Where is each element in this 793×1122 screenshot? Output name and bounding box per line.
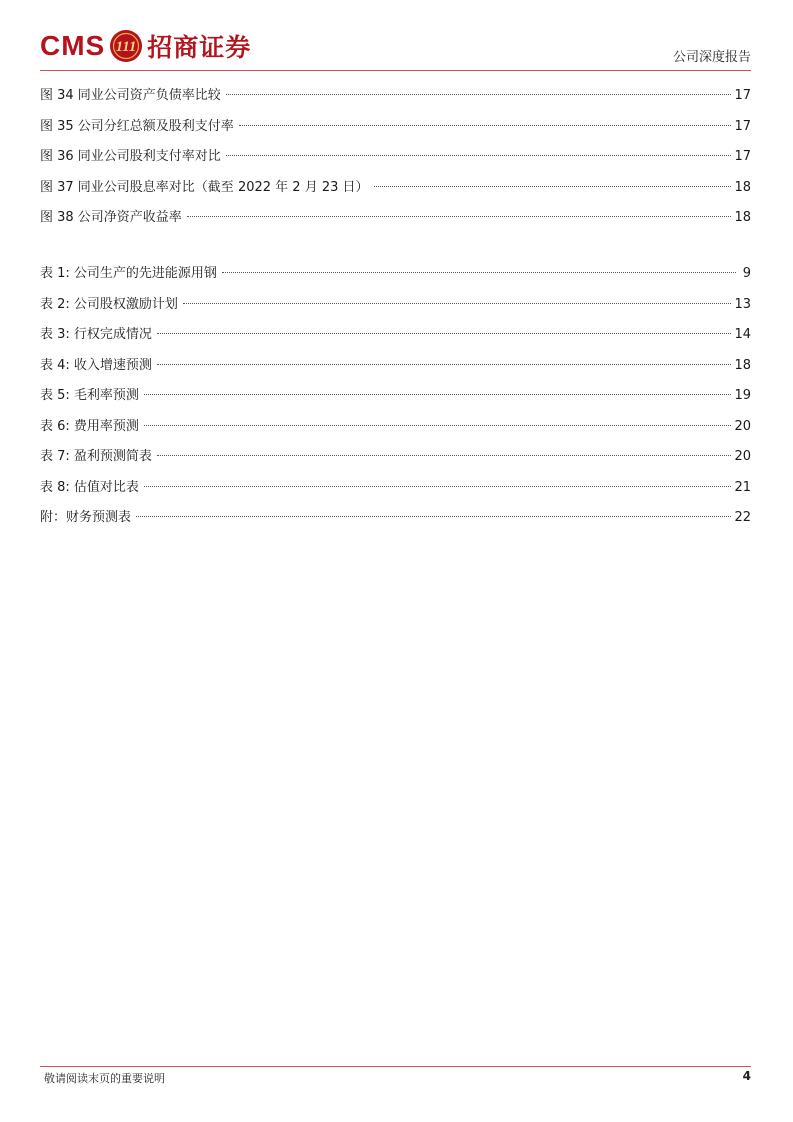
cms-logo	[40, 26, 251, 66]
toc-entry-page: 21	[734, 479, 751, 495]
toc-entry[interactable]	[40, 293, 751, 324]
footer-divider	[40, 1066, 751, 1067]
toc-entry-label: 图 37 同业公司股息率对比（截至 2022 年 2 月 23 日）	[40, 179, 369, 195]
page-number: 4	[742, 1069, 751, 1083]
dot-leader	[226, 94, 732, 95]
dot-leader	[239, 125, 732, 126]
toc-entry-page: 18	[734, 210, 751, 225]
logo-cn-text: 招商证券	[147, 33, 252, 62]
document-type: 公司深度报告	[672, 50, 751, 65]
toc-entry-label: 表 2: 公司股权激励计划	[40, 296, 178, 312]
dot-leader	[136, 516, 731, 517]
toc-entry[interactable]	[40, 145, 751, 176]
toc-entry[interactable]	[40, 262, 751, 293]
toc-entry-page: 17	[734, 149, 751, 164]
toc-entry-page: 14	[734, 327, 751, 342]
toc-entry-label: 表 1: 公司生产的先进能源用钢	[40, 266, 217, 281]
toc-entry-label: 表 8: 估值对比表	[40, 479, 139, 495]
dot-leader	[144, 425, 732, 426]
toc-entry[interactable]	[40, 506, 751, 537]
toc-entry-label: 图 38 公司净资产收益率	[40, 210, 182, 225]
toc-entry-page: 19	[734, 388, 751, 403]
toc-entry[interactable]	[40, 323, 751, 354]
toc-entry[interactable]	[40, 176, 751, 207]
toc-entry[interactable]	[40, 445, 751, 476]
logo-emblem-text: 111	[115, 39, 137, 55]
dot-leader	[222, 272, 736, 273]
toc-entry[interactable]	[40, 115, 751, 146]
figure-list	[40, 84, 751, 237]
toc-entry-page: 9	[742, 266, 751, 281]
toc-entry-page: 17	[734, 88, 751, 103]
dot-leader	[144, 486, 732, 487]
toc-entry-label: 图 35 公司分红总额及股利支付率	[40, 118, 234, 134]
dot-leader	[187, 216, 732, 217]
toc-entry-label: 图 34 同业公司资产负债率比较	[40, 88, 221, 103]
logo-emblem-icon	[109, 29, 143, 63]
toc-entry-label: 附：财务预测表	[40, 510, 132, 525]
toc-entry-label: 表 3: 行权完成情况	[40, 327, 152, 342]
toc-entry[interactable]	[40, 84, 751, 115]
toc-entry-label: 图 36 同业公司股利支付率对比	[40, 149, 221, 164]
toc-entry[interactable]	[40, 206, 751, 237]
toc-entry-label: 表 4: 收入增速预测	[40, 357, 152, 373]
page-header	[40, 26, 751, 72]
dot-leader	[157, 333, 732, 334]
dot-leader	[374, 186, 732, 187]
toc-entry-label: 表 6: 费用率预测	[40, 418, 139, 434]
toc-entry-page: 18	[734, 179, 751, 195]
dot-leader	[157, 364, 732, 365]
toc-entry[interactable]	[40, 415, 751, 446]
toc-entry-label: 表 5: 毛利率预测	[40, 388, 139, 403]
toc-entry-label: 表 7: 盈利预测简表	[40, 449, 152, 464]
logo-cms-text: CMS	[40, 30, 106, 61]
header-divider	[40, 70, 751, 71]
dot-leader	[183, 303, 732, 304]
toc-entry[interactable]	[40, 384, 751, 415]
toc-entry-page: 13	[734, 296, 751, 312]
toc-entry-page: 17	[734, 118, 751, 134]
dot-leader	[226, 155, 732, 156]
toc-entry-page: 20	[734, 449, 751, 464]
disclaimer-note: 敬请阅读末页的重要说明	[44, 1072, 165, 1085]
toc-entry-page: 18	[734, 357, 751, 373]
toc-entry-page: 20	[734, 418, 751, 434]
dot-leader	[144, 394, 732, 395]
toc-entry[interactable]	[40, 354, 751, 385]
table-list	[40, 262, 751, 537]
toc-entry-page: 22	[734, 510, 751, 525]
toc-entry[interactable]	[40, 476, 751, 507]
dot-leader	[157, 455, 732, 456]
